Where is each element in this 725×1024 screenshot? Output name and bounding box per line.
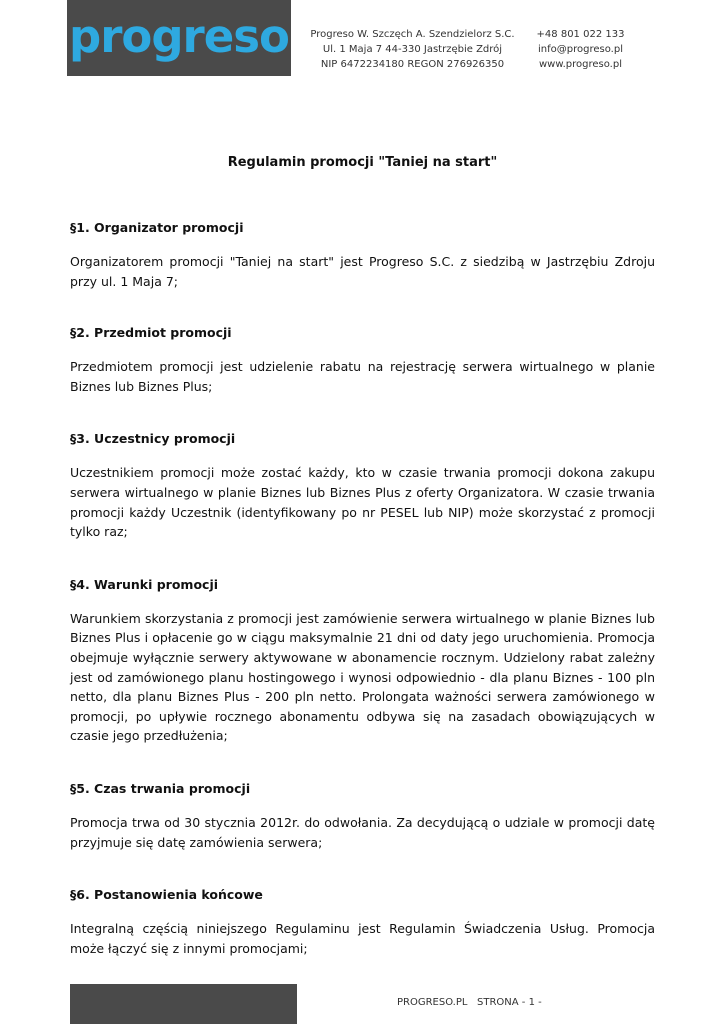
section-heading: §6. Postanowienia końcowe xyxy=(70,887,263,903)
section-heading: §5. Czas trwania promocji xyxy=(70,780,251,796)
section-heading: §4. Warunki promocji xyxy=(70,576,219,592)
section-1 xyxy=(70,220,655,291)
section-5 xyxy=(70,781,655,852)
contact-phone: +48 801 022 133 xyxy=(536,29,625,40)
company-address: Ul. 1 Maja 7 44-330 Jastrzębie Zdrój xyxy=(322,44,503,55)
footer-page-number: STRONA - 1 - xyxy=(477,997,542,1008)
company-name: Progreso W. Szczęch A. Szendzielorz S.C. xyxy=(310,29,515,40)
document-content xyxy=(70,220,655,958)
footer-text xyxy=(397,997,542,1008)
section-body: Integralną częścią niniejszego Regulaminu jest Regulamin Świadczenia Usług. Promocja może łączyć się z innymi promocjami; xyxy=(70,921,655,956)
section-2 xyxy=(70,325,655,396)
section-body: Organizatorem promocji "Taniej na start" jest Progreso S.C. z siedzibą w Jastrzębiu Zdroju przy ul. 1 Maja 7; xyxy=(70,254,655,289)
section-body: Przedmiotem promocji jest udzielenie rabatu na rejestrację serwera wirtualnego w planie Biznes lub Biznes Plus; xyxy=(70,359,655,394)
section-body: Warunkiem skorzystania z promocji jest zamówienie serwera wirtualnego w planie Biznes lub Biznes Plus i opłacenie go w ciągu maksymalnie 21 dni od daty jego uruchomienia. Promocja obejmuje wyłącznie serwery aktywowane w abonamencie rocznym. Udzielony rabat zależny jest od zamówionego planu hostingowego i wynosi odpowiednio - dla planu Biznes - 100 pln netto, dla planu Biznes Plus - 200 pln netto. Prolongata ważności serwera zamówionego w promocji, po upływie rocznego abonamentu odbywa się na zasadach obowiązujących w czasie jego przedłużenia; xyxy=(70,610,655,744)
section-heading: §3. Uczestnicy promocji xyxy=(70,431,236,447)
section-6 xyxy=(70,887,655,958)
footer-box xyxy=(70,984,297,1024)
section-body: Promocja trwa od 30 stycznia 2012r. do odwołania. Za decydującą o udziale w promocji datę przyjmuje się datę zamówienia serwera; xyxy=(70,814,655,850)
section-3 xyxy=(70,431,655,541)
logo: progreso xyxy=(69,9,289,63)
contact-info xyxy=(528,27,633,72)
section-body: Uczestnikiem promocji może zostać każdy, kto w czasie trwania promocji dokona zakupu serwera wirtualnego w planie Biznes lub Biznes Plus z oferty Organizatora. W czasie trwania promocji każdy Uczestnik (identyfikowany po nr PESEL lub NIP) może skorzystać z promocji tylko raz; xyxy=(70,465,655,540)
document-title: Regulamin promocji "Taniej na start" xyxy=(227,155,498,170)
section-heading: §1. Organizator promocji xyxy=(70,220,244,235)
company-info xyxy=(300,27,525,72)
contact-website: www.progreso.pl xyxy=(538,59,622,70)
company-registration: NIP 6472234180 REGON 276926350 xyxy=(320,59,505,70)
footer-site: PROGRESO.PL xyxy=(397,997,468,1008)
contact-email: info@progreso.pl xyxy=(538,44,623,55)
logo-box xyxy=(67,0,291,76)
section-heading: §2. Przedmiot promocji xyxy=(70,325,232,341)
section-4 xyxy=(70,577,655,746)
